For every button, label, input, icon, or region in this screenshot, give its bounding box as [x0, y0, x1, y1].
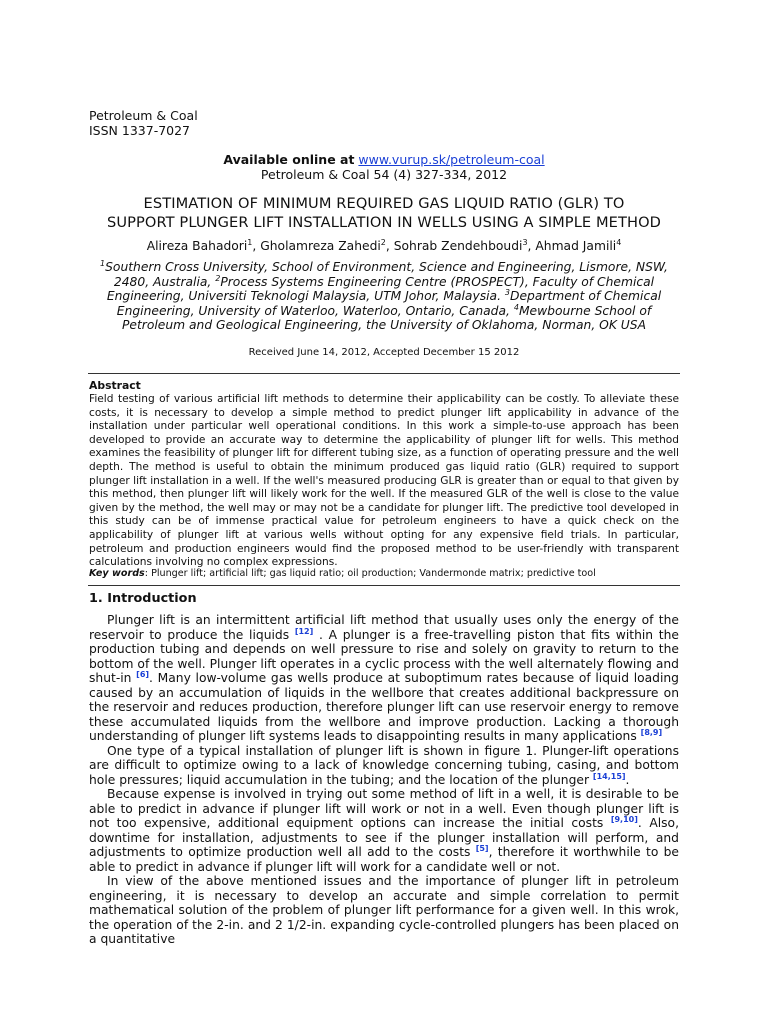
- paragraph-text: .: [625, 772, 630, 787]
- journal-url-link[interactable]: www.vurup.sk/petroleum-coal: [358, 152, 545, 167]
- author-list: Alireza Bahadori$^1$, Gholamreza Zahedi$^2$, Sohrab Zendehboudi$^3$, Ahmad Jamili$^4$: [146, 237, 622, 253]
- affiliations: [86, 260, 682, 333]
- affiliation-2: Process Systems Engineering Centre (PROSPECT), Faculty of Chemical Engineering, Universiti Teknologi Malaysia, UTM Johor, Malaysia.: [106, 274, 655, 304]
- paragraph: [89, 874, 679, 947]
- paragraph-text: , therefore it worthwhile to be able to predict in advance if plunger lift will work for a candidate well or not.: [89, 845, 679, 874]
- journal-header: [89, 108, 198, 138]
- keywords-list: : Plunger lift; artificial lift; gas liquid ratio; oil production; Vandermonde matrix; predictive tool: [144, 568, 596, 579]
- journal-name: Petroleum & Coal: [89, 108, 198, 123]
- citation-link[interactable]: [12]: [294, 626, 314, 636]
- paragraph: [89, 787, 679, 874]
- affiliation-mark: 2: [215, 273, 221, 283]
- author-affiliation-mark: 1: [247, 237, 253, 247]
- paragraph: [89, 613, 679, 744]
- author-name: Sohrab Zendehboudi: [393, 239, 523, 253]
- citation-link[interactable]: [14,15]: [592, 771, 626, 781]
- abstract-text: Field testing of various artificial lift methods to determine their applicability can be costly. To alleviate these costs, it is necessary to develop a simple method to predict plunger lift applicability in advance of the installation under particular well operational conditions. In this work a simple-to-use approach has been developed to provide an accurate way to determine the applicability of plunger lift for wells. This method examines the feasibility of plunger lift for different tubing size, as a function of operating pressure and the well depth. The method is useful to obtain the minimum produced gas liquid ratio (GLR) required to support plunger lift installation in a well. If the well's measured producing GLR is greater than or equal to that given by this method, then plunger lift will likely work for the well. If the measured GLR of the well is close to the value given by the method, the well may or may not be a candidate for plunger lift. The predictive tool developed in this study can be of immense practical value for petroleum engineers to have a quick check on the applicability of plunger lift at various wells without opting for any expensive field trials. In particular, petroleum and production engineers would find the proposed method to be user-friendly with transparent calculations involving no complex expressions.: [89, 393, 679, 569]
- author-name: Ahmad Jamili: [535, 239, 617, 253]
- affiliation-mark: 1: [100, 258, 106, 268]
- title-line-1: ESTIMATION OF MINIMUM REQUIRED GAS LIQUID RATIO (GLR) TO: [143, 195, 625, 212]
- author-name: Alireza Bahadori: [146, 239, 248, 253]
- introduction-body: [89, 613, 679, 947]
- citation-link[interactable]: [9,10]: [610, 814, 638, 824]
- paragraph-text: In view of the above mentioned issues and the importance of plunger lift in petroleum engineering, it is necessary to develop an accurate and simple correlation to permit mathematical solution of the problem of plunger lift performance for a given well. In this wrok, the operation of the 2-in. and 2 1/2-in. expanding cycle-controlled plungers has been placed on a quantitative: [89, 874, 679, 946]
- paragraph-text: . Also, downtime for installation, adjustments to see if the plunger installation will perform, and adjustments to optimize production well all add to the costs: [89, 816, 679, 859]
- paragraph-text: One type of a typical installation of plunger lift is shown in figure 1. Plunger-lift operations are difficult to optimize owing to a lack of knowledge concerning tubing, casing, and bottom hole pressures; liquid accumulation in the tubing; and the location of the plunger: [89, 743, 679, 787]
- keywords-label: Key words: [89, 568, 145, 579]
- paragraph-text: Plunger lift is an intermittent artificial lift method that usually uses only the energy of the reservoir to produce the liquids: [89, 613, 679, 642]
- affiliation-mark: 4: [513, 302, 519, 312]
- abstract-bottom-divider: [88, 585, 680, 586]
- affiliation-3: Department of Chemical Engineering, University of Waterloo, Waterloo, Ontario, Canada,: [116, 289, 662, 318]
- available-online-label: Available online at: [223, 152, 355, 167]
- paragraph-text: . A plunger is a free-travelling piston that fits within the production tubing and depends on well pressure to rise and solely on gravity to return to the bottom of the well. Plunger lift operates in a cyclic process with the well alternately flowing and shut-in: [89, 627, 679, 685]
- title-line-2: SUPPORT PLUNGER LIFT INSTALLATION IN WELLS USING A SIMPLE METHOD: [106, 214, 662, 231]
- author-name: Gholamreza Zahedi: [260, 239, 381, 253]
- abstract-top-divider: [88, 373, 680, 374]
- citation: Petroleum & Coal 54 (4) 327-334, 2012: [260, 167, 508, 182]
- affiliation-1: Southern Cross University, School of Environment, Science and Engineering, Lismore, NSW, 2480, Australia,: [105, 260, 668, 289]
- journal-issn: ISSN 1337-7027: [89, 123, 191, 138]
- author-affiliation-mark: 4: [616, 237, 622, 247]
- keywords: [89, 568, 679, 580]
- citation-link[interactable]: [5]: [475, 843, 489, 853]
- received-dates: Received June 14, 2012, Accepted December 15 2012: [248, 347, 520, 358]
- paragraph: [89, 744, 679, 788]
- affiliation-4: Mewbourne School of Petroleum and Geological Engineering, the University of Oklahoma, Norman, OK USA: [121, 303, 652, 333]
- abstract-heading: Abstract: [89, 379, 141, 392]
- section-heading-introduction: 1. Introduction: [89, 591, 197, 606]
- citation-link[interactable]: [6]: [136, 669, 150, 679]
- paragraph-text: . Many low-volume gas wells produce at suboptimum rates because of liquid loading caused by an accumulation of liquids in the wellbore that creates additional backpressure on the reservoir and reduces production, therefore plunger lift can use reservoir energy to remove these accumulated liquids from the wellbore and improve production. Lacking a thorough understanding of plunger lift systems leads to disappointing results in many applications: [89, 671, 679, 743]
- affiliation-mark: 3: [504, 288, 511, 298]
- paragraph-text: Because expense is involved in trying out some method of lift in a well, it is desirable to be able to predict in advance if plunger lift will work or not in a well. Even though plunger lift is not too expensive, additional equipment options can increase the initial costs: [89, 787, 679, 830]
- author-affiliation-mark: 2: [380, 237, 386, 247]
- author-affiliation-mark: 3: [522, 237, 528, 247]
- citation-link[interactable]: [8,9]: [640, 727, 663, 737]
- paper-title: [70, 194, 698, 232]
- online-availability: [0, 152, 768, 182]
